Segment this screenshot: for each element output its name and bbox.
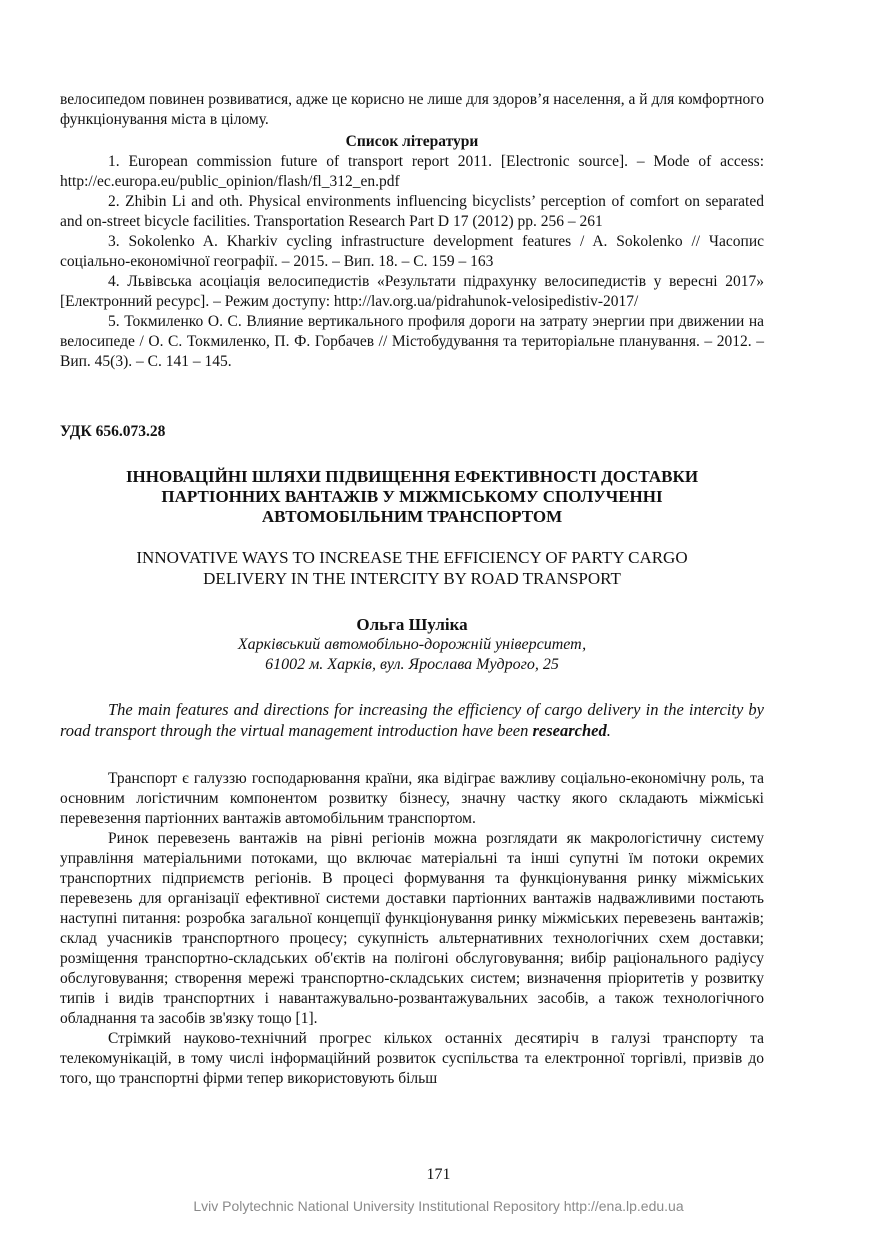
page-content: [60, 90, 764, 1089]
continuation-text: велосипедом повинен розвиватися, адже це корисно не лише для здоров’я населення, а й для комфортного функціонування міста в цілому.: [60, 91, 764, 128]
reference-item: 4. Львівська асоціація велосипедистів «Результати підрахунку велосипедистів у вересні 2017» [Електронний ресурс]. – Режим доступу: http://lav.org.ua/pidrahunok-velosipedistiv-2017/: [60, 273, 764, 310]
abstract-bold-word: researched: [532, 721, 607, 740]
body-paragraph: Ринок перевезень вантажів на рівні регіонів можна розглядати як макрологістичну систему управління матеріальними потоками, що включає матеріальні та інші супутні їм потоки окремих транспортних підприємств регіонів. В процесі формування та функціонування ринку міжміських перевезень для організації ефективної системи доставки партіонних вантажів надважливими постають наступні питання: розробка загальної концепції функціонування ринку міжміських перевезень вантажів; склад учасників транспортного процесу; сукупність альтернативних технологічних схем доставки; розміщення транспортно-складських об'єктів на полігоні обслуговування; вибір раціонального радіусу обслуговування; створення мережі транспортно-складських систем; визначення пріоритетів у розвитку типів і видів транспортних і навантажувально-розвантажувальних засобів, а також технологічного обладнання та засобів зв'язку тощо [1].: [60, 830, 764, 1027]
page-number: 171: [426, 1166, 451, 1183]
article-title-ua: ІННОВАЦІЙНІ ШЛЯХИ ПІДВИЩЕННЯ ЕФЕКТИВНОСТІ ДОСТАВКИ ПАРТІОННИХ ВАНТАЖІВ У МІЖМІСЬКОМУ СПОЛУЧЕННІ АВТОМОБІЛЬНИМ ТРАНСПОРТОМ: [125, 467, 699, 526]
reference-item: 5. Токмиленко О. С. Влияние вертикального профиля дороги на затрату энергии при движении на велосипеде / О. С. Токмиленко, П. Ф. Горбачев // Містобудування та територіальне планування. – 2012. – Вип. 45(3). – С. 141 – 145.: [60, 313, 764, 370]
abstract: [60, 699, 764, 741]
body-paragraph: Стрімкий науково-технічний прогрес кількох останніх десятиріч в галузі транспорту та телекомунікацій, в тому числі інформаційний розвиток суспільства та електронної торгівлі, призвів до того, що транспортні фірми тепер використовують більш: [60, 1030, 764, 1087]
affiliation-line: Харківський автомобільно-дорожній університет,: [237, 636, 587, 653]
repository-footer: Lviv Polytechnic National University Institutional Repository http://ena.lp.edu.ua: [193, 1198, 684, 1214]
abstract-text: The main features and directions for increasing the efficiency of cargo delivery in the intercity by road transport through the virtual management introduction have been: [60, 700, 764, 740]
article-body: [60, 769, 764, 1089]
reference-item: 1. European commission future of transport report 2011. [Electronic source]. – Mode of access: http://ec.europa.eu/public_opinion/flash/fl_312_en.pdf: [60, 153, 764, 190]
udk-code: УДК 656.073.28: [60, 423, 166, 440]
reference-item: 2. Zhibin Li and oth. Physical environments influencing bicyclists’ perception of comfort on separated and on-street bicycle facilities. Transportation Research Part D 17 (2012) pp. 256 – 261: [60, 193, 764, 230]
abstract-end: .: [606, 721, 611, 740]
affiliation-line: 61002 м. Харків, вул. Ярослава Мудрого, 25: [265, 656, 559, 673]
author-name: Ольга Шуліка: [356, 615, 468, 634]
reference-item: 3. Sokolenko A. Kharkiv cycling infrastructure development features / A. Sokolenko // Часопис соціально-економічної географії. – 2015. – Вип. 18. – С. 159 – 163: [60, 233, 764, 270]
references-list: [60, 152, 764, 372]
affiliation: [60, 635, 764, 675]
body-paragraph: Транспорт є галуззю господарювання країни, яка відіграє важливу соціально-економічну роль, та основним логістичним компонентом розвитку бізнесу, значну частку якого складають міжміські перевезення партіонних вантажів автомобільним транспортом.: [60, 770, 764, 827]
article-title-en: INNOVATIVE WAYS TO INCREASE THE EFFICIENCY OF PARTY CARGO DELIVERY IN THE INTERCITY BY ROAD TRANSPORT: [136, 548, 688, 588]
references-title: Список літератури: [345, 133, 479, 150]
